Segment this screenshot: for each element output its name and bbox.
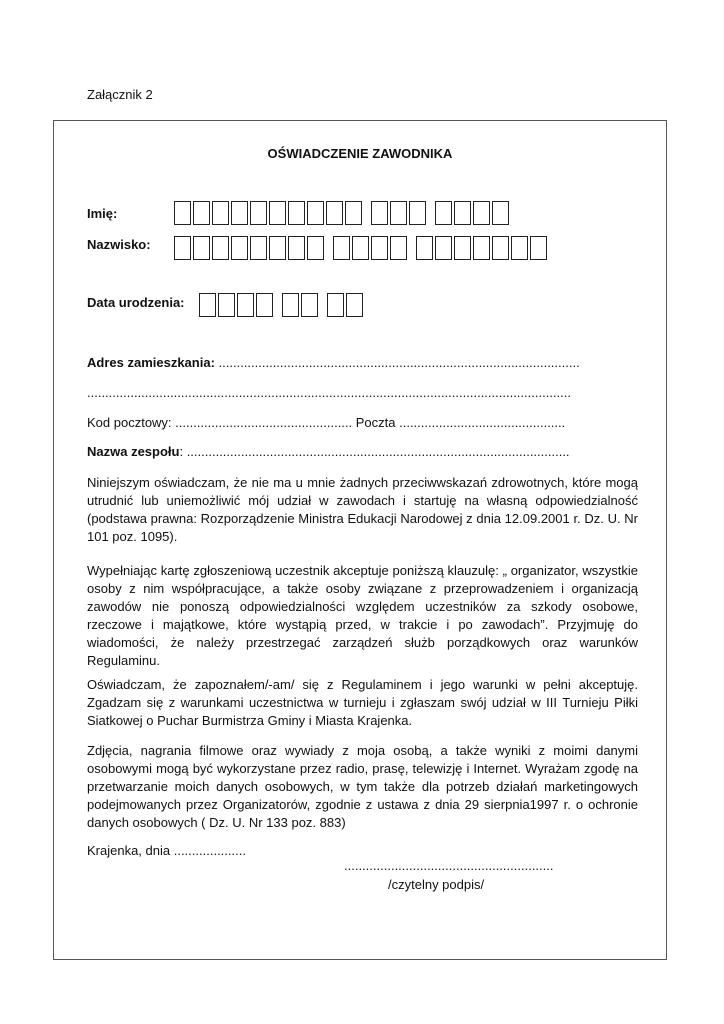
liability-clause: Wypełniając kartę zgłoszeniową uczestnik akceptuje poniższą klauzulę: „ organizator, wszystkie osoby z nim współpracujące, a także osoby związane z przeprowadzeniem i organizacją zawodów nie ponoszą odpowiedzialności względem uczestników za szkody osobowe, rzeczowe i majątkowe, które wystąpią przed, w trakcie i po zawodach”. Przyjmuję do wiadomości, że należy przestrzegać zarządzeń służb porządkowych oraz warunków Regulaminu. [87,563,638,668]
address-dots[interactable]: .................................................................................................... [214,355,580,370]
birth-date-label: Data urodzenia: [87,295,185,310]
char-box[interactable] [193,201,210,225]
post-label: Poczta [352,415,400,430]
attachment-label: Załącznik 2 [87,87,153,102]
char-box[interactable] [199,293,216,317]
char-box[interactable] [269,201,286,225]
char-box[interactable] [212,201,229,225]
char-box[interactable] [288,236,305,260]
rules-acceptance: Oświadczam, że zapoznałem/-am/ się z Regulaminem i jego warunki w pełni akceptuję. Zgadzam się z warunkami uczestnictwa w turnieju i zgłaszam swój udział w III Turnieju Piłki Siatkowej o Puchar Burmistrza Gminy i Miasta Krajenka. [87,677,638,728]
postal-dots[interactable]: ................................................. [171,415,353,430]
post-dots[interactable]: .............................................. [399,415,566,430]
place-date[interactable]: Krajenka, dnia .................... [87,843,246,858]
address-line [87,355,580,370]
char-box[interactable] [269,236,286,260]
char-box[interactable] [435,201,452,225]
char-box[interactable] [174,201,191,225]
team-dots[interactable]: : .......................................................................................................... [179,444,570,459]
char-box[interactable] [492,201,509,225]
char-box[interactable] [288,201,305,225]
char-box[interactable] [174,236,191,260]
char-box[interactable] [390,201,407,225]
first-name-boxes[interactable] [174,201,511,227]
signature-caption: /czytelny podpis/ [388,877,485,892]
char-box[interactable] [530,236,547,260]
char-box[interactable] [282,293,299,317]
char-box[interactable] [454,201,471,225]
char-box[interactable] [256,293,273,317]
birth-date-boxes[interactable] [199,293,365,319]
char-box[interactable] [193,236,210,260]
char-box[interactable] [346,293,363,317]
signature-line[interactable]: .......................................................... [344,858,554,873]
char-box[interactable] [333,236,350,260]
char-box[interactable] [250,201,267,225]
postal-line [87,415,565,430]
char-box[interactable] [237,293,254,317]
char-box[interactable] [473,236,490,260]
data-consent: Zdjęcia, nagrania filmowe oraz wywiady z moja osobą, a także wyniki z moimi danymi osobowymi mogą być wykorzystane przez radio, prasę, telewizję i Internet. Wyrażam zgodę na przetwarzanie moich danych osobowych, w tym także dla potrzeb działań marketingowych podejmowanych przez Organizatorów, zgodnie z ustawa z dnia 29 sierpnia1997 r. o ochronie danych osobowych ( Dz. U. Nr 133 poz. 883) [87,743,638,830]
last-name-boxes[interactable] [174,236,549,262]
char-box[interactable] [371,236,388,260]
char-box[interactable] [345,201,362,225]
char-box[interactable] [218,293,235,317]
declaration-form [53,120,667,960]
char-box[interactable] [231,201,248,225]
postal-label: Kod pocztowy: [87,415,172,430]
char-box[interactable] [231,236,248,260]
char-box[interactable] [435,236,452,260]
char-box[interactable] [409,201,426,225]
char-box[interactable] [301,293,318,317]
char-box[interactable] [352,236,369,260]
char-box[interactable] [326,201,343,225]
form-title: OŚWIADCZENIE ZAWODNIKA [267,146,453,161]
address-line-2[interactable]: ...................................................................................................................................... [87,385,571,400]
first-name-label: Imię: [87,206,118,221]
char-box[interactable] [307,201,324,225]
team-label: Nazwa zespołu [87,444,180,459]
char-box[interactable] [371,201,388,225]
health-statement: Niniejszym oświadczam, że nie ma u mnie żadnych przeciwwskazań zdrowotnych, które mogą utrudnić lub uniemożliwić mój udział w zawodach i startuję na własną odpowiedzialność (podstawa prawna: Rozporządzenie Ministra Edukacji Narodowej z dnia 12.09.2001 r. Dz. U. Nr 101 poz. 1095). [87,475,638,544]
char-box[interactable] [416,236,433,260]
char-box[interactable] [212,236,229,260]
char-box[interactable] [327,293,344,317]
char-box[interactable] [250,236,267,260]
address-label: Adres zamieszkania: [87,355,215,370]
char-box[interactable] [454,236,471,260]
char-box[interactable] [390,236,407,260]
team-line [87,444,570,459]
char-box[interactable] [492,236,509,260]
char-box[interactable] [511,236,528,260]
last-name-label: Nazwisko: [87,237,151,252]
char-box[interactable] [473,201,490,225]
char-box[interactable] [307,236,324,260]
